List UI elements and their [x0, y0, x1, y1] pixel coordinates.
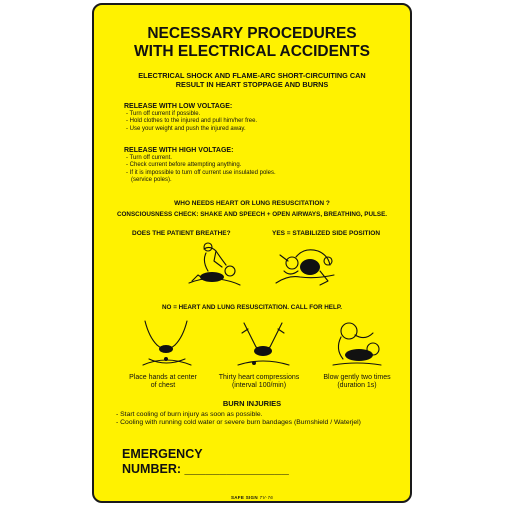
step-3-line-2: (duration 1s)	[337, 382, 377, 389]
step-3-caption	[302, 374, 412, 390]
step-1-line-2: of chest	[150, 382, 176, 389]
rescue-breath-illustration	[329, 319, 384, 371]
sign-title	[94, 25, 410, 61]
step-2-caption	[204, 374, 314, 390]
list-item: (service poles).	[126, 176, 172, 183]
emergency-line-2: NUMBER: _______________	[122, 462, 289, 476]
step-3-line-1: Blow gently two times	[323, 374, 391, 381]
low-voltage-list	[126, 111, 257, 133]
breathe-question: DOES THE PATIENT BREATHE?	[132, 230, 231, 237]
title-line-2: WITH ELECTRICAL ACCIDENTS	[134, 43, 370, 60]
list-item: - Turn off current.	[126, 155, 172, 161]
step-2-line-2: (interval 100/min)	[231, 382, 287, 389]
yes-answer: YES = STABILIZED SIDE POSITION	[272, 230, 381, 237]
list-item: - Cooling with running cold water or severe burn bandages (Burnshield / Waterjel)	[116, 419, 361, 426]
list-item: - Turn off current if possible.	[126, 111, 201, 117]
list-item: - Start cooling of burn injury as soon as possible.	[116, 411, 263, 418]
high-voltage-heading: RELEASE WITH HIGH VOLTAGE:	[124, 147, 234, 154]
title-line-1: NECESSARY PROCEDURES	[147, 25, 357, 42]
emergency-line-1: EMERGENCY	[122, 447, 203, 461]
list-item: - Check current before attempting anything.	[126, 162, 242, 169]
high-voltage-list	[126, 155, 276, 184]
burn-heading: BURN INJURIES	[222, 399, 282, 408]
list-item: - Hold clothes to the injured and pull him/her free.	[126, 118, 258, 125]
low-voltage-section	[124, 103, 257, 133]
high-voltage-section	[124, 147, 276, 184]
subtitle-line-2: RESULT IN HEART STOPPAGE AND BURNS	[175, 80, 329, 89]
resuscitation-question: WHO NEEDS HEART OR LUNG RESUSCITATION ?	[174, 200, 330, 207]
consciousness-check: CONSCIOUSNESS CHECK: SHAKE AND SPEECH + OPEN AIRWAYS, BREATHING, PULSE.	[116, 211, 388, 218]
sign-footer	[94, 495, 410, 500]
hands-on-chest-illustration	[139, 319, 194, 371]
subtitle-line-1: ELECTRICAL SHOCK AND FLAME-ARC SHORT-CIRCUITING CAN	[138, 71, 366, 80]
sign-subtitle	[104, 71, 400, 89]
low-voltage-heading: RELEASE WITH LOW VOLTAGE:	[124, 103, 233, 110]
list-item: - If it is impossible to turn off current use insulated poles.	[126, 169, 276, 176]
step-1-line-1: Place hands at center	[129, 374, 197, 381]
safety-sign	[92, 3, 412, 503]
step-1-caption	[108, 374, 218, 390]
footer-code: TV-76	[259, 495, 274, 500]
emergency-number	[122, 447, 289, 477]
step-2-line-1: Thirty heart compressions	[218, 374, 300, 381]
recovery-position-illustration	[270, 241, 340, 291]
burn-list	[116, 411, 361, 427]
footer-brand: SAFE SIGN	[230, 495, 258, 500]
person-breathing-check-illustration	[184, 241, 244, 291]
list-item: - Use your weight and push the injured away.	[126, 125, 246, 132]
no-answer: NO = HEART AND LUNG RESUSCITATION. CALL FOR HELP.	[162, 304, 342, 311]
chest-compression-illustration	[236, 319, 291, 371]
